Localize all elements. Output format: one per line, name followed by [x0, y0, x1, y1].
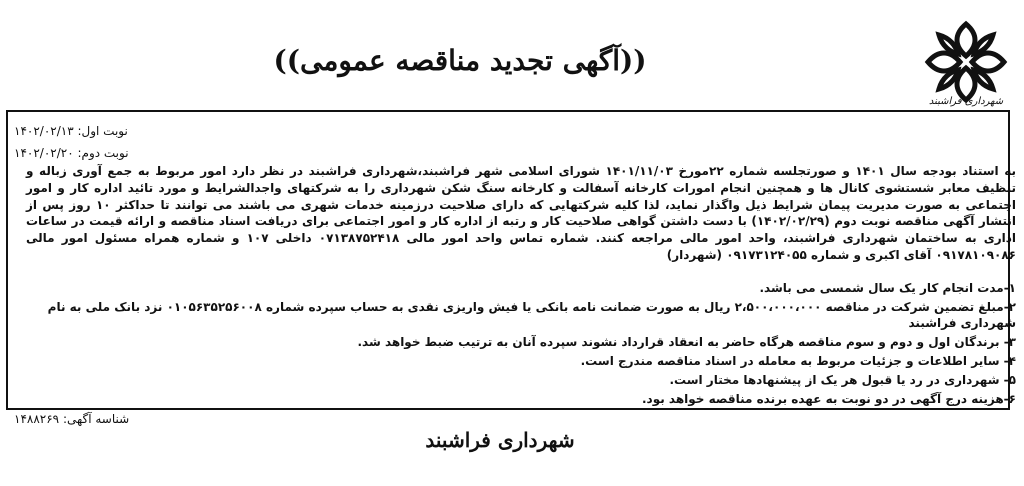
body-paragraph: به استناد بودجه سال ۱۴۰۱ و صورتجلسه شماره ۲۲مورخ ۱۴۰۱/۱۱/۰۳ شورای اسلامی شهر فراشبند،شهرداری فراشبند در نظر دارد امور مربوط به جمع آوری زباله و تنظیف معابر شستشوی کانال ها و همچنین انجام امورات کارخانه آسفالت و کارخانه سنگ شکن شهرداری را به شرکتهای واجدالشرایط و مورد تائید اداره کار و امور اجتماعی به صورت مدیریت پیمان شرایط ذیل واگذار نماید، لذا کلیه شرکتهایی که دارای صلاحیت درزمینه خدمات شهری می باشند می توانند تا حداکثر ۱۰ روز پس از انتشار آگهی مناقصه نوبت دوم (۱۴۰۲/۰۲/۲۹) با دست داشتن گواهی صلاحیت کار و رتبه از اداره کار و امور اجتماعی برای دریافت اسناد مناقصه و ارائه قیمت در ساعات اداری به ساختمان شهرداری فراشبند، واحد امور مالی مراجعه کنند. شماره تماس واحد امور مالی ۰۷۱۳۸۷۵۲۴۱۸ داخلی ۱۰۷ و شماره همراه مسئول امور مالی ۰۹۱۷۸۱۰۹۰۸۶ آقای اکبری و شماره ۰۹۱۷۳۱۲۴۰۵۵ (شهردار): [26, 164, 1017, 262]
condition-item: ۶-هزینه درج آگهی در دو نوبت به عهده برنده مناقصه خواهد بود.: [641, 392, 1016, 406]
condition-item: ۴- سایر اطلاعات و جزئیات مربوط به معامله در اسناد مناقصه مندرج است.: [580, 354, 1016, 368]
municipality-logo-icon: [920, 16, 1012, 108]
conditions-list: [26, 280, 1016, 410]
condition-item: ۳- برندگان اول و دوم و سوم مناقصه هرگاه حاضر به انعقاد قرارداد نشوند سپرده آنان به ترتیب ضبط خواهد شد.: [357, 335, 1016, 349]
condition-item: ۲-مبلغ تضمین شرکت در مناقصه ۲،۵۰۰،۰۰۰،۰۰۰ ریال به صورت ضمانت نامه بانکی یا فیش واریزی نقدی به حساب سپرده شماره ۰۱۰۵۶۳۵۲۵۶۰۰۸ نزد بانک ملی به نام شهرداری فراشبند: [47, 300, 1016, 330]
publication-schedule: [14, 120, 234, 164]
second-publication-date: نوبت دوم: ۱۴۰۲/۰۲/۲۰: [14, 146, 129, 160]
condition-item: ۵- شهرداری در رد یا قبول هر یک از پیشنهادها مختار است.: [669, 373, 1016, 387]
first-publication-date: نوبت اول: ۱۴۰۲/۰۲/۱۳: [14, 124, 128, 138]
ad-id: شناسه آگهی: ۱۴۸۸۲۶۹: [14, 412, 130, 426]
signature: شهرداری فراشبند: [425, 428, 575, 452]
condition-item: ۱-مدت انجام کار یک سال شمسی می باشد.: [759, 281, 1016, 295]
page-title: ((آگهی تجدید مناقصه عمومی)): [273, 44, 647, 77]
notice-body: [26, 163, 1016, 264]
logo-caption: شهرداری فراشبند: [928, 96, 1004, 107]
